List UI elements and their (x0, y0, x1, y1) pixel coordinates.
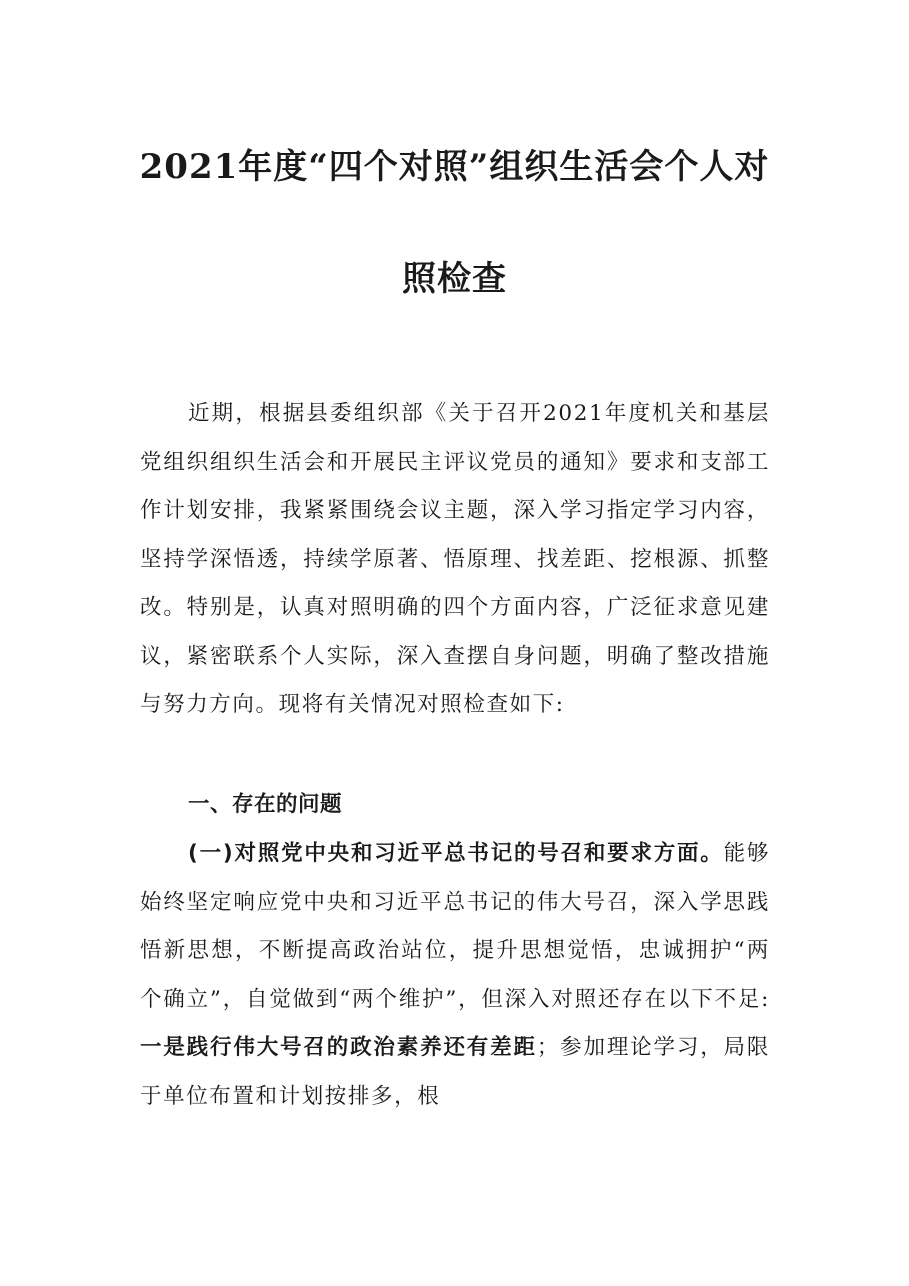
document-title-line-1: 2021年度“四个对照”组织生活会个人对 (139, 147, 770, 187)
intro-paragraph: 近期，根据县委组织部《关于召开2021年度机关和基层党组织组织生活会和开展民主评议党员的通知》要求和支部工作计划安排，我紧紧围绕会议主题，深入学习指定学习内容，坚持学深悟透，持续学原著、悟原理、找差距、挖根源、抓整改。特别是，认真对照明确的四个方面内容，广泛征求意见建议，紧密联系个人实际，深入查摆自身问题，明确了整改措施与努力方向。现将有关情况对照检查如下: (140, 401, 770, 717)
section-heading-problems: 一、存在的问题 (188, 792, 343, 817)
subsection-text-1a: 能够始终坚定响应党中央和习近平总书记的伟大号召，深入学思践悟新思想，不断提高政治站位，提升思想觉悟，忠诚拥护“两个确立”，自觉做到“两个维护”，但深入对照还存在以下不足: (140, 841, 770, 1012)
subsection-text-1b: ；参加理论学习，局限于单位布置和计划按排多，根 (140, 1035, 770, 1109)
subsection-heading-1: (一)对照党中央和习近平总书记的号召和要求方面。 (188, 841, 724, 866)
subsection-paragraph-1 (140, 830, 770, 1121)
document-title-line-2: 照检查 (402, 259, 507, 299)
subsection-bold-point-1: 一是践行伟大号召的政治素养还有差距 (140, 1035, 537, 1060)
